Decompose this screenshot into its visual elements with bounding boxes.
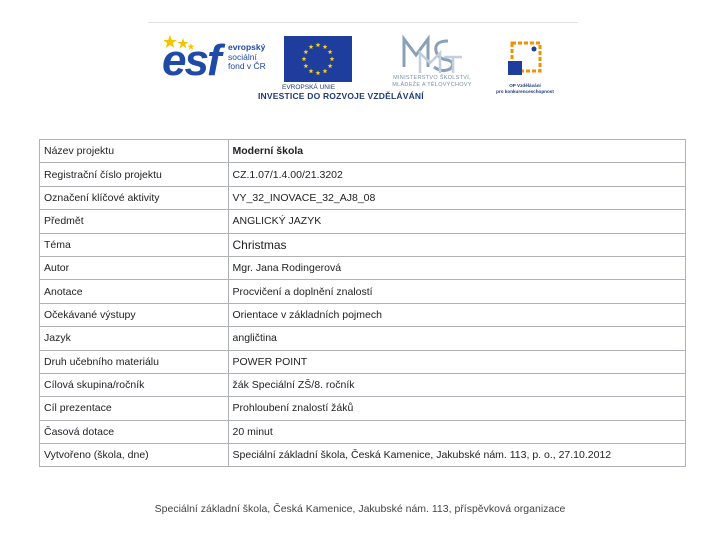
row-label: Označení klíčové aktivity <box>40 186 229 209</box>
row-label: Cíl prezentace <box>40 397 229 420</box>
op-caption <box>490 83 560 94</box>
row-value: angličtina <box>228 327 685 350</box>
project-info-table <box>39 139 686 467</box>
row-label: Druh učebního materiálu <box>40 350 229 373</box>
eu-star-icon <box>330 56 335 61</box>
row-label: Jazyk <box>40 327 229 350</box>
msmt-caption-line-2: MLÁDEŽE A TĚLOVÝCHOVY <box>392 82 472 88</box>
table-row <box>40 210 686 233</box>
row-label: Předmět <box>40 210 229 233</box>
eu-star-icon <box>302 56 307 61</box>
table-row <box>40 303 686 326</box>
table-row <box>40 420 686 443</box>
row-value: Orientace v základních pojmech <box>228 303 685 326</box>
table-row <box>40 327 686 350</box>
table-row <box>40 373 686 396</box>
eu-star-icon <box>323 44 328 49</box>
msmt-logo <box>386 33 478 99</box>
eu-star-icon <box>328 63 333 68</box>
eu-flag-icon <box>284 36 352 82</box>
op-emblem-icon <box>490 37 560 83</box>
logo-banner <box>148 22 578 105</box>
esf-line-2: sociální <box>228 51 257 62</box>
row-value: POWER POINT <box>228 350 685 373</box>
row-value: Procvičení a doplnění znalostí <box>228 280 685 303</box>
row-value: žák Speciální ZŠ/8. ročník <box>228 373 685 396</box>
row-value: Prohloubení znalostí žáků <box>228 397 685 420</box>
esf-logo <box>162 35 278 95</box>
eu-star-icon <box>323 69 328 74</box>
row-label: Registrační číslo projektu <box>40 163 229 186</box>
esf-text <box>228 43 266 72</box>
row-value: Christmas <box>228 233 685 256</box>
op-caption-line-2: pro konkurenceschopnost <box>496 88 554 94</box>
table-row <box>40 444 686 467</box>
msmt-emblem-icon <box>386 33 478 75</box>
esf-line-1: evropský <box>228 42 266 52</box>
msmt-caption <box>386 75 478 89</box>
op-caption-line-1: OP Vzdělávání <box>509 83 541 88</box>
row-value: VY_32_INOVACE_32_AJ8_08 <box>228 186 685 209</box>
row-value: 20 minut <box>228 420 685 443</box>
eu-logo <box>284 36 352 94</box>
row-value: Moderní škola <box>228 140 685 163</box>
table-row <box>40 140 686 163</box>
row-label: Téma <box>40 233 229 256</box>
eu-star-icon <box>316 42 321 47</box>
school-footer: Speciální základní škola, Česká Kamenice, Jakubské nám. 113, příspěvková organizace <box>154 503 566 515</box>
table-row <box>40 280 686 303</box>
eu-star-icon <box>328 49 333 54</box>
row-value: Speciální základní škola, Česká Kamenice, Jakubské nám. 113, p. o., 27.10.2012 <box>228 444 685 467</box>
row-label: Časová dotace <box>40 420 229 443</box>
row-value: ANGLICKÝ JAZYK <box>228 210 685 233</box>
eu-star-icon <box>309 44 314 49</box>
row-label: Anotace <box>40 280 229 303</box>
eu-star-icon <box>309 69 314 74</box>
table-row <box>40 256 686 279</box>
msmt-caption-line-1: MINISTERSTVO ŠKOLSTVÍ, <box>393 75 471 81</box>
investment-slogan: INVESTICE DO ROZVOJE VZDĚLÁVÁNÍ <box>258 91 424 101</box>
row-value: Mgr. Jana Rodingerová <box>228 256 685 279</box>
row-label: Autor <box>40 256 229 279</box>
esf-line-3: fond v ČR <box>228 61 266 71</box>
esf-letters: esf <box>162 36 220 85</box>
row-label: Očekávané výstupy <box>40 303 229 326</box>
table-row <box>40 350 686 373</box>
row-label: Vytvořeno (škola, dne) <box>40 444 229 467</box>
table-row <box>40 186 686 209</box>
table-row <box>40 397 686 420</box>
eu-star-icon <box>303 63 308 68</box>
row-value: CZ.1.07/1.4.00/21.3202 <box>228 163 685 186</box>
op-vzdelavani-logo <box>490 37 560 97</box>
eu-caption: EVROPSKÁ UNIE <box>282 84 336 91</box>
table-row <box>40 163 686 186</box>
table-row <box>40 233 686 256</box>
row-label: Název projektu <box>40 140 229 163</box>
eu-star-icon <box>316 70 321 75</box>
row-label: Cílová skupina/ročník <box>40 373 229 396</box>
eu-star-icon <box>303 49 308 54</box>
